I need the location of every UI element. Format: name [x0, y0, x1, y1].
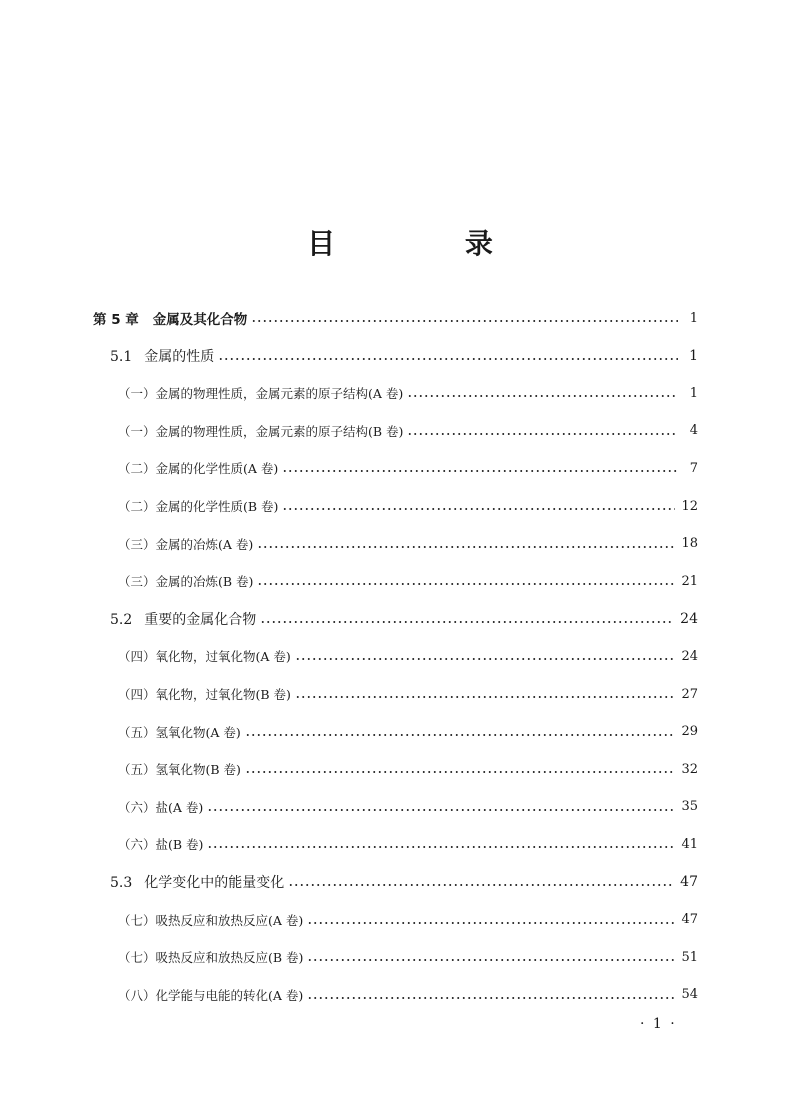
toc-entry-page-number: 12	[681, 498, 698, 514]
toc-entry-label	[118, 535, 253, 553]
toc-entry-item[interactable]	[118, 682, 698, 706]
toc-entry-label	[118, 723, 241, 741]
toc-entry-item[interactable]	[118, 644, 698, 668]
toc-entry-title: （六）盐(B 卷)	[118, 837, 204, 853]
page-number-footer: · 1 ·	[640, 1016, 677, 1032]
toc-entry-label	[118, 798, 203, 816]
toc-entry-title: 重要的金属化合物	[144, 611, 257, 628]
dot-leader	[207, 809, 675, 811]
dot-leader	[257, 546, 675, 548]
toc-entry-label	[93, 308, 247, 328]
toc-entry-title: （一）金属的物理性质，金属元素的原子结构(B 卷)	[118, 423, 404, 439]
toc-entry-title: （四）氧化物，过氧化物(A 卷)	[118, 649, 291, 665]
dot-leader	[282, 470, 678, 472]
toc-entry-title: （七）吸热反应和放热反应(B 卷)	[118, 950, 304, 966]
toc-entry-page-number: 21	[681, 573, 698, 589]
toc-entry-label	[118, 497, 278, 515]
toc-entry-page-number: 18	[681, 536, 698, 552]
toc-entry-page-number: 32	[681, 761, 698, 777]
dot-leader	[407, 395, 678, 397]
toc-entry-item[interactable]	[118, 532, 698, 556]
toc-entry-label	[110, 609, 256, 629]
toc-entry-label	[118, 835, 203, 853]
toc-entry-label	[110, 872, 284, 892]
toc-entry-title: 化学变化中的能量变化	[144, 875, 285, 891]
toc-entry-page-number: 41	[681, 836, 698, 852]
toc-entry-number: 5.3	[110, 875, 133, 891]
toc-entry-item[interactable]	[118, 456, 698, 480]
toc-entry-title: 金属的性质	[144, 348, 215, 365]
toc-entry-title: （三）金属的冶炼(B 卷)	[118, 574, 254, 590]
toc-entry-label	[118, 760, 241, 778]
toc-entry-title: （二）金属的化学性质(B 卷)	[118, 499, 279, 514]
dot-leader	[245, 734, 676, 736]
toc-entry-page-number: 35	[681, 799, 698, 815]
toc-entry-chapter[interactable]	[93, 306, 698, 330]
dot-leader	[257, 583, 675, 585]
toc-entry-number: 5.2	[110, 611, 133, 628]
dot-leader	[295, 696, 676, 698]
toc-entry-page-number: 7	[689, 460, 698, 476]
toc-entry-item[interactable]	[118, 381, 698, 405]
toc-entry-title: （一）金属的物理性质，金属元素的原子结构(A 卷)	[118, 386, 404, 402]
toc-entry-item[interactable]	[118, 757, 698, 781]
dot-leader	[307, 959, 675, 961]
toc-entry-page-number: 51	[681, 949, 698, 965]
toc-entry-page-number: 1	[689, 347, 698, 364]
toc-entry-label	[118, 459, 278, 477]
toc-entry-title: （五）氢氧化物(B 卷)	[118, 762, 241, 778]
toc-entry-page-number: 27	[681, 686, 698, 702]
toc-entry-title: （四）氧化物，过氧化物(B 卷)	[118, 687, 291, 702]
toc-entry-page-number: 24	[681, 648, 698, 664]
toc-entry-number: 5.1	[110, 348, 133, 365]
toc-entry-number: 第 5 章	[93, 312, 139, 328]
dot-leader	[288, 884, 674, 886]
toc-entry-label	[118, 422, 403, 440]
toc-entry-page-number: 1	[689, 385, 698, 401]
toc-entry-label	[118, 647, 291, 665]
toc-entry-item[interactable]	[118, 419, 698, 443]
toc-entry-label	[118, 384, 403, 402]
toc-entry-label	[118, 685, 291, 703]
toc-entry-section[interactable]	[110, 607, 698, 631]
toc-entry-page-number: 54	[681, 987, 698, 1003]
dot-leader	[307, 997, 675, 999]
toc-entry-title: （二）金属的化学性质(A 卷)	[118, 461, 279, 477]
dot-leader	[407, 433, 678, 435]
toc-entry-title: （三）金属的冶炼(A 卷)	[118, 536, 254, 552]
dot-leader	[260, 621, 674, 623]
toc-entry-page-number: 1	[689, 310, 698, 326]
toc-entry-item[interactable]	[118, 494, 698, 518]
toc-entry-label	[118, 572, 253, 590]
toc-entry-item[interactable]	[118, 569, 698, 593]
toc-entry-label	[118, 948, 303, 966]
toc-entry-item[interactable]	[118, 720, 698, 744]
toc-entry-page-number: 4	[689, 423, 698, 439]
toc-entry-page-number: 47	[681, 912, 698, 928]
toc-entry-section[interactable]	[110, 344, 698, 368]
toc-entry-item[interactable]	[118, 945, 698, 969]
dot-leader	[307, 922, 675, 924]
toc-entry-page-number: 24	[680, 610, 698, 627]
toc-entry-item[interactable]	[118, 832, 698, 856]
toc-entry-item[interactable]	[118, 795, 698, 819]
toc-entry-item[interactable]	[118, 983, 698, 1007]
toc-entry-title: （七）吸热反应和放热反应(A 卷)	[118, 912, 304, 928]
toc-entry-title: （八）化学能与电能的转化(A 卷)	[118, 987, 304, 1003]
toc-entry-label	[118, 986, 303, 1004]
toc-entry-title: （五）氢氧化物(A 卷)	[118, 724, 241, 740]
toc-entry-label	[118, 911, 303, 929]
dot-leader	[282, 508, 675, 510]
toc-entry-title: （六）盐(A 卷)	[118, 799, 204, 815]
dot-leader	[251, 320, 678, 322]
toc-entry-page-number: 47	[680, 874, 698, 890]
dot-leader	[207, 846, 675, 848]
dot-leader	[295, 658, 676, 660]
page-title: 目 录	[307, 227, 553, 260]
toc-entry-section[interactable]	[110, 870, 698, 894]
toc-entry-title: 金属及其化合物	[152, 312, 248, 328]
dot-leader	[218, 358, 678, 360]
toc-entry-label	[110, 346, 214, 366]
toc-entry-item[interactable]	[118, 908, 698, 932]
toc-entry-page-number: 29	[681, 724, 698, 740]
dot-leader	[245, 771, 676, 773]
